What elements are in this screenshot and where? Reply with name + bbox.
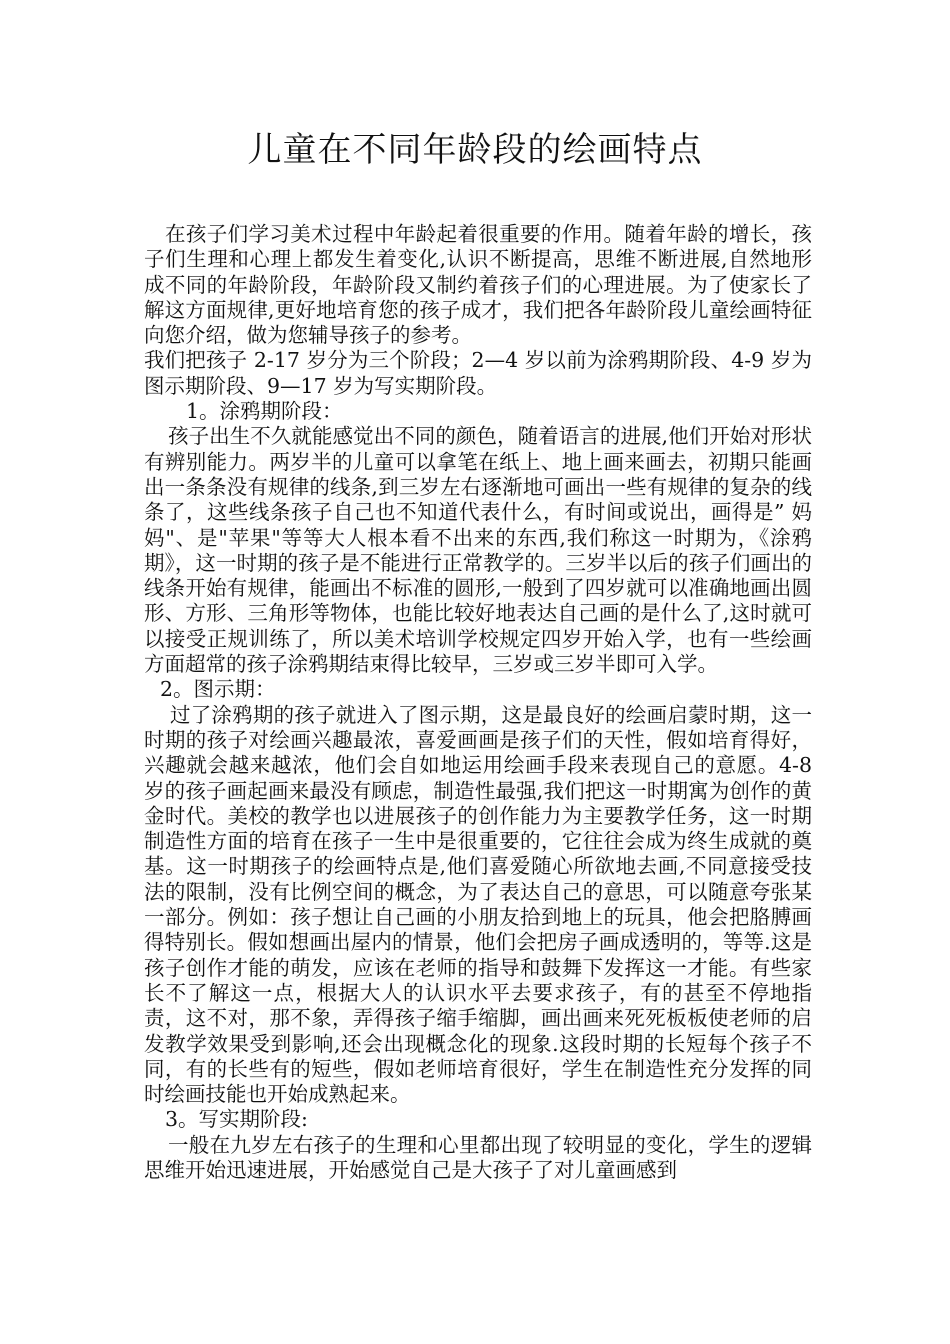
section-heading-scribble-stage: 1。涂鸦期阶段： [186,399,343,424]
paragraph-realism-stage: 一般在九岁左右孩子的生理和心里都出现了较明显的变化，学生的逻辑思维开始迅速进展，开始感觉自己是大孩子了对儿童画感到 [144,1132,812,1182]
section-heading-schematic-stage: 2。图示期： [160,677,276,702]
document-body [144,222,812,1183]
paragraph-intro: 在孩子们学习美术过程中年龄起着很重要的作用。随着年龄的增长，孩子们生理和心理上都发生着变化,认识不断提高，思维不断进展,自然地形成不同的年龄阶段，年龄阶段又制约着孩子们的心理进展。为了使家长了解这方面规律,更好地培育您的孩子成才，我们把各年龄阶段儿童绘画特征向您介绍，做为您辅导孩子的参考。 [144,222,812,348]
paragraph-schematic-stage: 过了涂鸦期的孩子就进入了图示期，这是最良好的绘画启蒙时期，这一时期的孩子对绘画兴趣最浓，喜爱画画是孩子们的天性，假如培育得好，兴趣就会越来越浓，他们会自如地运用绘画手段来表现自己的意愿。4-8 岁的孩子画起画来最没有顾虑，制造性最强,我们把这一时期寓为创作的黄金时代。美校的教学也以进展孩子的创作能力为主要教学任务，这一时期制造性方面的培育在孩子一生中是很重要的，它往往会成为终生成就的奠基。这一时期孩子的绘画特点是,他们喜爱随心所欲地去画,不同意接受技法的限制，没有比例空间的概念，为了表达自己的意思，可以随意夸张某一部分。例如：孩子想让自己画的小朋友拾到地上的玩具，他会把胳膊画得特别长。假如想画出屋内的情景，他们会把房子画成透明的，等等.这是孩子创作才能的萌发，应该在老师的指导和鼓舞下发挥这一才能。有些家长不了解这一点，根据大人的认识水平去要求孩子，有的甚至不停地指责，这不对，那不象，弄得孩子缩手缩脚，画出画来死死板板使老师的启发教学效果受到影响,还会出现概念化的现象.这段时期的长短每个孩子不同，有的长些有的短些，假如老师培育很好，学生在制造性充分发挥的同时绘画技能也开始成熟起来。 [144,702,812,1107]
paragraph-stages-overview: 我们把孩子 2-17 岁分为三个阶段；2—4 岁以前为涂鸦期阶段、4-9 岁为图示期阶段、9—17 岁为写实期阶段。 [144,348,812,398]
paragraph-scribble-stage: 孩子出生不久就能感觉出不同的颜色，随着语言的进展,他们开始对形状有辨别能力。两岁半的儿童可以拿笔在纸上、地上画来画去，初期只能画出一条条没有规律的线条,到三岁左右逐渐地可画出一些有规律的复杂的线条了，这些线条孩子自己也不知道代表什么，有时间或说出，画得是” 妈妈"、是"苹果"等等大人根本看不出来的东西,我们称这一时期为，《涂鸦期》，这一时期的孩子是不能进行正常教学的。三岁半以后的孩子们画出的线条开始有规律，能画出不标准的圆形,一般到了四岁就可以准确地画出圆形、方形、三角形等物体，也能比较好地表达自己画的是什么了,这时就可以接受正规训练了，所以美术培训学校规定四岁开始入学，也有一些绘画方面超常的孩子涂鸦期结束得比较早，三岁或三岁半即可入学。 [144,424,812,677]
section-heading-realism-stage: 3。写实期阶段: [165,1107,308,1132]
document-title: 儿童在不同年龄段的绘画特点 [247,130,703,170]
